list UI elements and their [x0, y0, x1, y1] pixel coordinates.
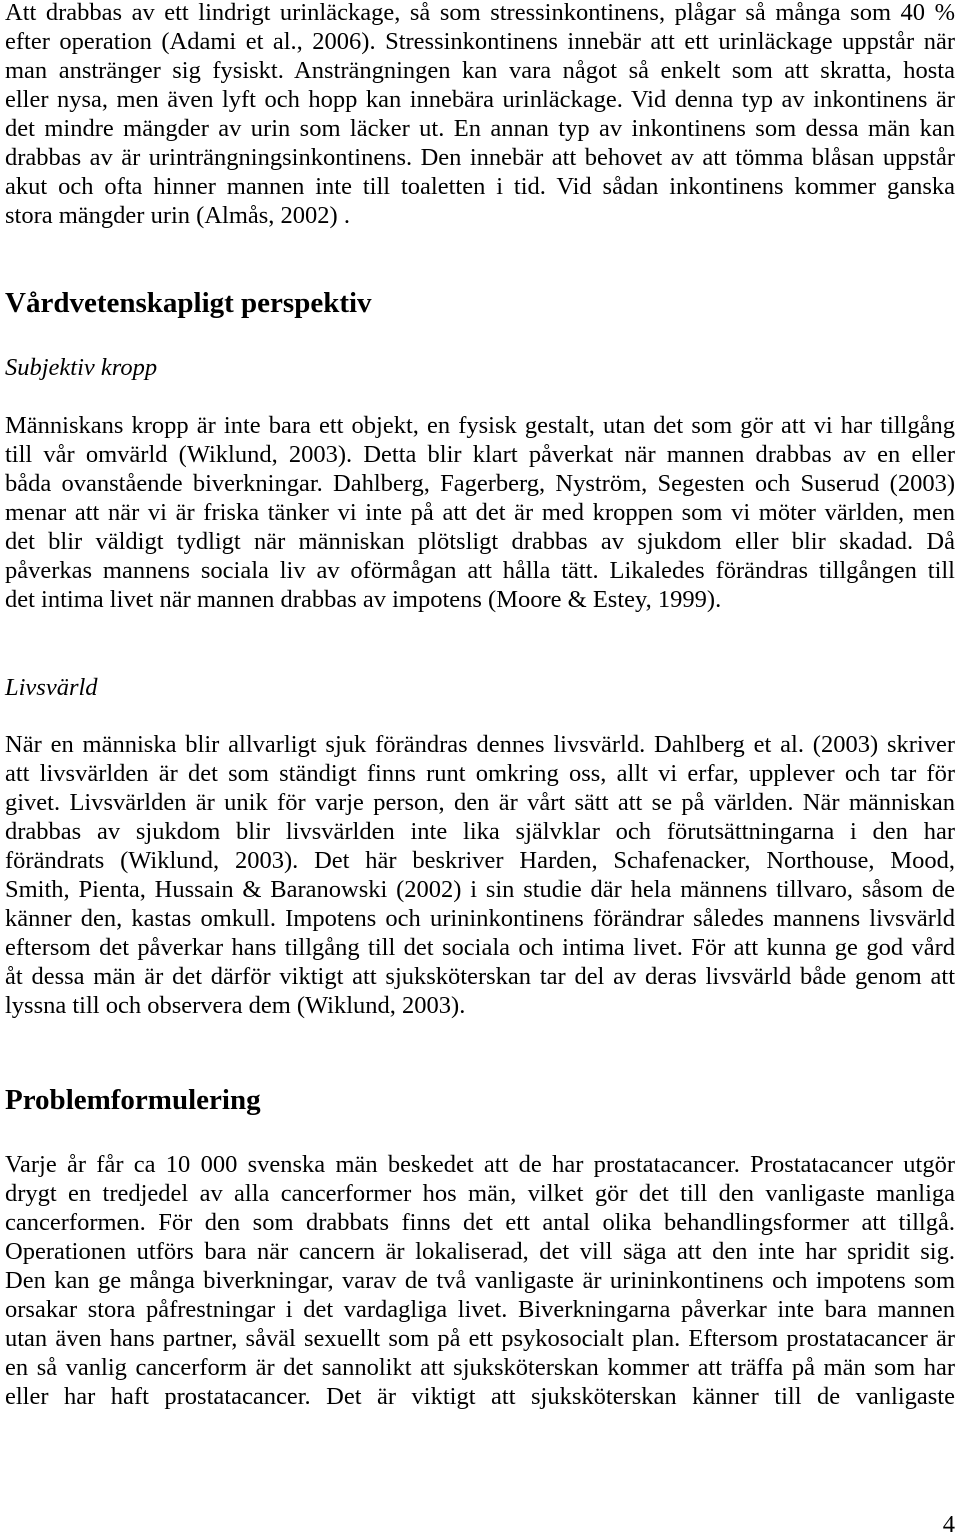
text-line: menar att när vi är friska tänker vi inte på att det är med kroppen som vi möter världen, men	[5, 499, 955, 526]
text-line: eller har haft prostatacancer. Det är viktigt att sjuksköterskan känner till de vanligaste	[5, 1383, 955, 1410]
text-line: det mindre mängder av urin som läcker ut. En annan typ av inkontinens som dessa män kan	[5, 115, 955, 142]
text-line: eller nysa, men även lyft och hopp kan innebära urinläckage. Vid denna typ av inkontinens är	[5, 86, 955, 113]
text-line: efter operation (Adami et al., 2006). Stressinkontinens innebär att ett urinläckage uppstår när	[5, 28, 955, 55]
text-line: påverkas mannens sociala liv av oförmågan att hålla tätt. Likaledes förändras tillgången till	[5, 557, 955, 584]
body-paragraph	[5, 1150, 955, 1411]
text-line: När en människa blir allvarligt sjuk förändras dennes livsvärld. Dahlberg et al. (2003) skriver	[5, 731, 955, 758]
text-line: förändrats (Wiklund, 2003). Det här beskriver Harden, Schafenacker, Northouse, Mood,	[5, 847, 955, 874]
text-line: det intima livet när mannen drabbas av impotens (Moore & Estey, 1999).	[5, 586, 722, 613]
section-heading: Problemformulering	[5, 1084, 261, 1116]
text-line: drabbas av är urinträngningsinkontinens. Den innebär att behovet av att tömma blåsan uppstår	[5, 144, 955, 171]
body-paragraph	[5, 411, 955, 614]
body-paragraph	[5, 0, 955, 230]
text-line: det blir väldigt tydligt när människan plötsligt drabbas av sjukdom eller blir skadad. Då	[5, 528, 955, 555]
text-line: lyssna till och observera dem (Wiklund, 2003).	[5, 992, 466, 1019]
text-line: drabbas av sjukdom blir livsvärlden inte lika självklar och förutsättningarna i den har	[5, 818, 955, 845]
body-paragraph	[5, 730, 955, 1020]
text-line: stora mängder urin (Almås, 2002) .	[5, 202, 350, 229]
text-line: drygt en tredjedel av alla cancerformer hos män, vilket gör det till den vanligaste manliga	[5, 1180, 955, 1207]
text-line: känner den, kastas omkull. Impotens och urininkontinens förändrar således mannens livsvärld	[5, 905, 955, 932]
subsection-heading: Livsvärld	[5, 674, 98, 701]
text-line: givet. Livsvärlden är unik för varje person, den är vårt sätt att se på världen. När människan	[5, 789, 955, 816]
text-line: Smith, Pienta, Hussain & Baranowski (2002) i sin studie där hela männens tillvaro, såsom de	[5, 876, 955, 903]
text-line: Den kan ge många biverkningar, varav de två vanligaste är urininkontinens och impotens som	[5, 1267, 955, 1294]
text-line: till vår omvärld (Wiklund, 2003). Detta blir klart påverkat när mannen drabbas av en eller	[5, 441, 955, 468]
page-number: 4	[942, 1511, 955, 1538]
text-line: båda ovanstående biverkningar. Dahlberg, Fagerberg, Nyström, Segesten och Suserud (2003)	[5, 470, 955, 497]
section-heading: Vårdvetenskapligt perspektiv	[5, 287, 372, 319]
text-line: eftersom det påverkar hans tillgång till det sociala och intima livet. För att kunna ge god vård	[5, 934, 955, 961]
text-line: cancerformen. För den som drabbats finns det ett antal olika behandlingsformer att tillgå.	[5, 1209, 955, 1236]
text-line: Varje år får ca 10 000 svenska män beskedet att de har prostatacancer. Prostatacancer utgör	[5, 1151, 955, 1178]
text-line: Operationen utförs bara när cancern är lokaliserad, det vill säga att den inte har spridit sig.	[5, 1238, 955, 1265]
text-line: Människans kropp är inte bara ett objekt, en fysisk gestalt, utan det som gör att vi har tillgång	[5, 412, 955, 439]
subsection-heading: Subjektiv kropp	[5, 354, 158, 381]
text-line: akut och ofta hinner mannen inte till toaletten i tid. Vid sådan inkontinens kommer ganska	[5, 173, 955, 200]
text-line: åt dessa män är det därför viktigt att sjuksköterskan tar del av deras livsvärld både genom att	[5, 963, 955, 990]
text-line: utan även hans partner, såväl sexuellt som på ett psykosocialt plan. Eftersom prostatacancer är	[5, 1325, 955, 1352]
text-line: en så vanlig cancerform är det sannolikt att sjuksköterskan kommer att träffa på män som har	[5, 1354, 955, 1381]
text-line: att livsvärlden är det som ständigt finns runt omkring oss, allt vi erfar, upplever och tar för	[5, 760, 955, 787]
text-line: man anstränger sig fysiskt. Ansträngningen kan vara något så enkelt som att skratta, hosta	[5, 57, 955, 84]
text-line: orsakar stora påfrestningar i det vardagliga livet. Biverkningarna påverkar inte bara mannen	[5, 1296, 955, 1323]
text-line: Att drabbas av ett lindrigt urinläckage, så som stressinkontinens, plågar så många som 40 %	[5, 0, 955, 26]
